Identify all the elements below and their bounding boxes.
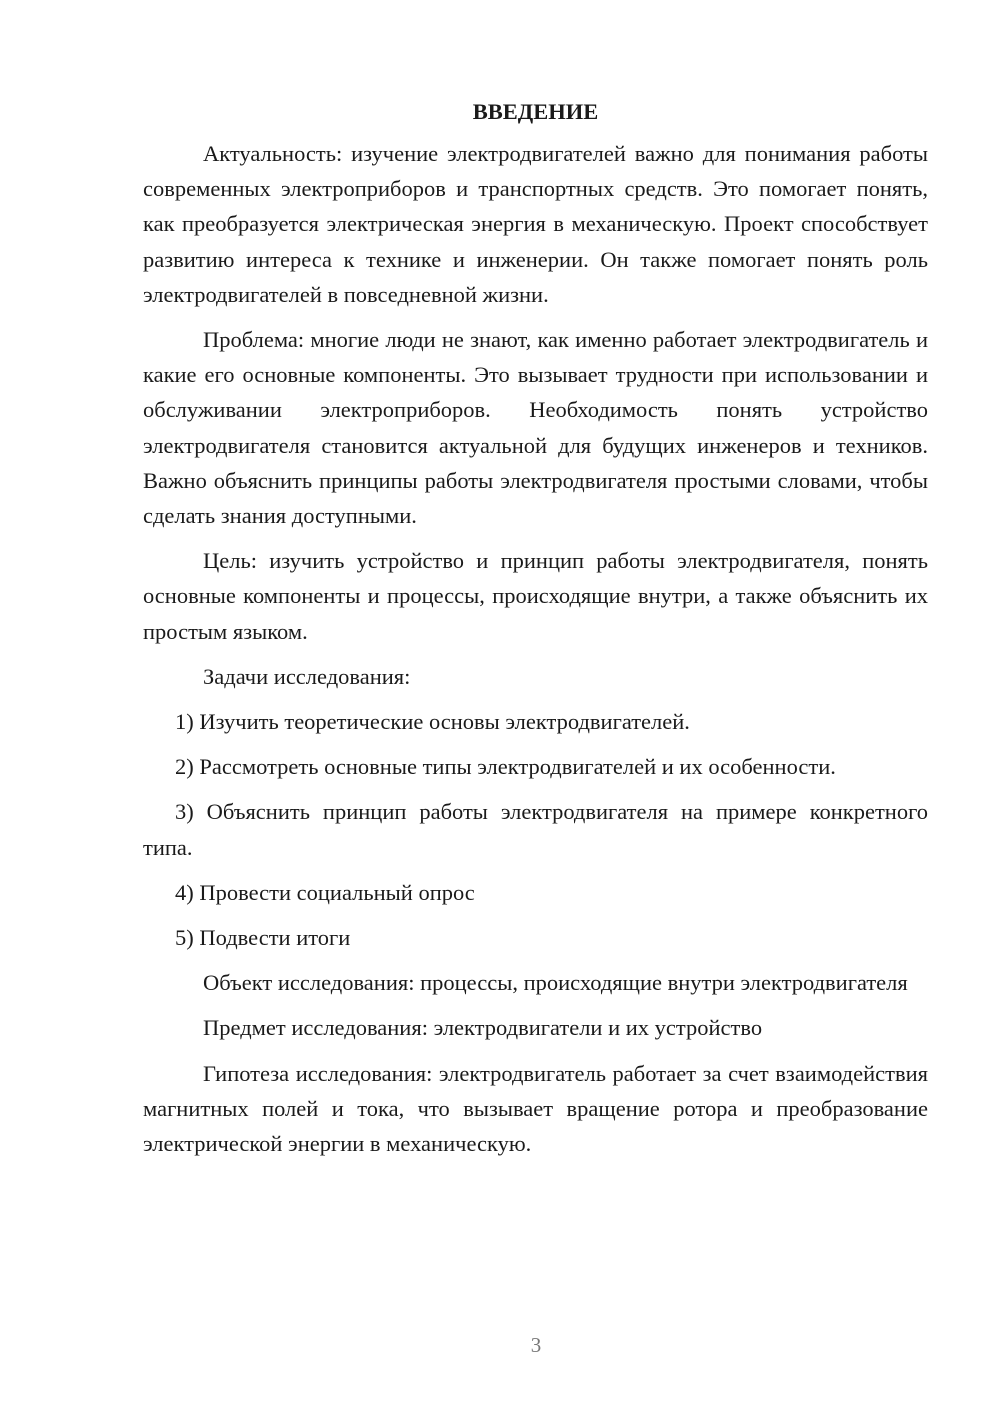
- task-item: 5) Подвести итоги: [175, 925, 351, 951]
- task-item: 4) Провести социальный опрос: [175, 879, 475, 905]
- problem-paragraph: Проблема: многие люди не знают, как именно работает электродвигатель и какие его основные компоненты. Это вызывает трудности при использовании и обслуживании электроприборов. Необходимость понять устройство электродвигателя становится актуальной для будущих инженеров и техников. Важно объяснить принципы работы электродвигателя простыми словами, чтобы сделать знания доступными.: [143, 327, 928, 529]
- object-paragraph: Объект исследования: процессы, происходящие внутри электродвигателя: [203, 970, 908, 996]
- goal-paragraph: Цель: изучить устройство и принцип работы электродвигателя, понять основные компоненты и процессы, происходящие внутри, а также объяснить их простым языком.: [143, 548, 928, 644]
- task-item: 1) Изучить теоретические основы электродвигателей.: [175, 709, 690, 735]
- hypothesis-paragraph: Гипотеза исследования: электродвигатель работает за счет взаимодействия магнитных полей и тока, что вызывает вращение ротора и преобразование электрической энергии в механическую.: [143, 1060, 928, 1157]
- page-number: 3: [530, 1333, 542, 1357]
- task-item: 2) Рассмотреть основные типы электродвигателей и их особенности.: [175, 754, 836, 780]
- relevance-paragraph: Актуальность: изучение электродвигателей важно для понимания работы современных электроприборов и транспортных средств. Это помогает понять, как преобразуется электрическая энергия в механическую. Проект способствует развитию интереса к технике и инженерии. Он также помогает понять роль электродвигателей в повседневной жизни.: [143, 141, 928, 307]
- subject-paragraph: Предмет исследования: электродвигатели и их устройство: [203, 1015, 763, 1041]
- task-item: 3) Объяснить принцип работы электродвигателя на примере конкретного типа.: [143, 799, 928, 860]
- tasks-heading: Задачи исследования:: [203, 663, 411, 689]
- page-content: [143, 94, 928, 1171]
- page-title: ВВЕДЕНИЕ: [472, 99, 599, 124]
